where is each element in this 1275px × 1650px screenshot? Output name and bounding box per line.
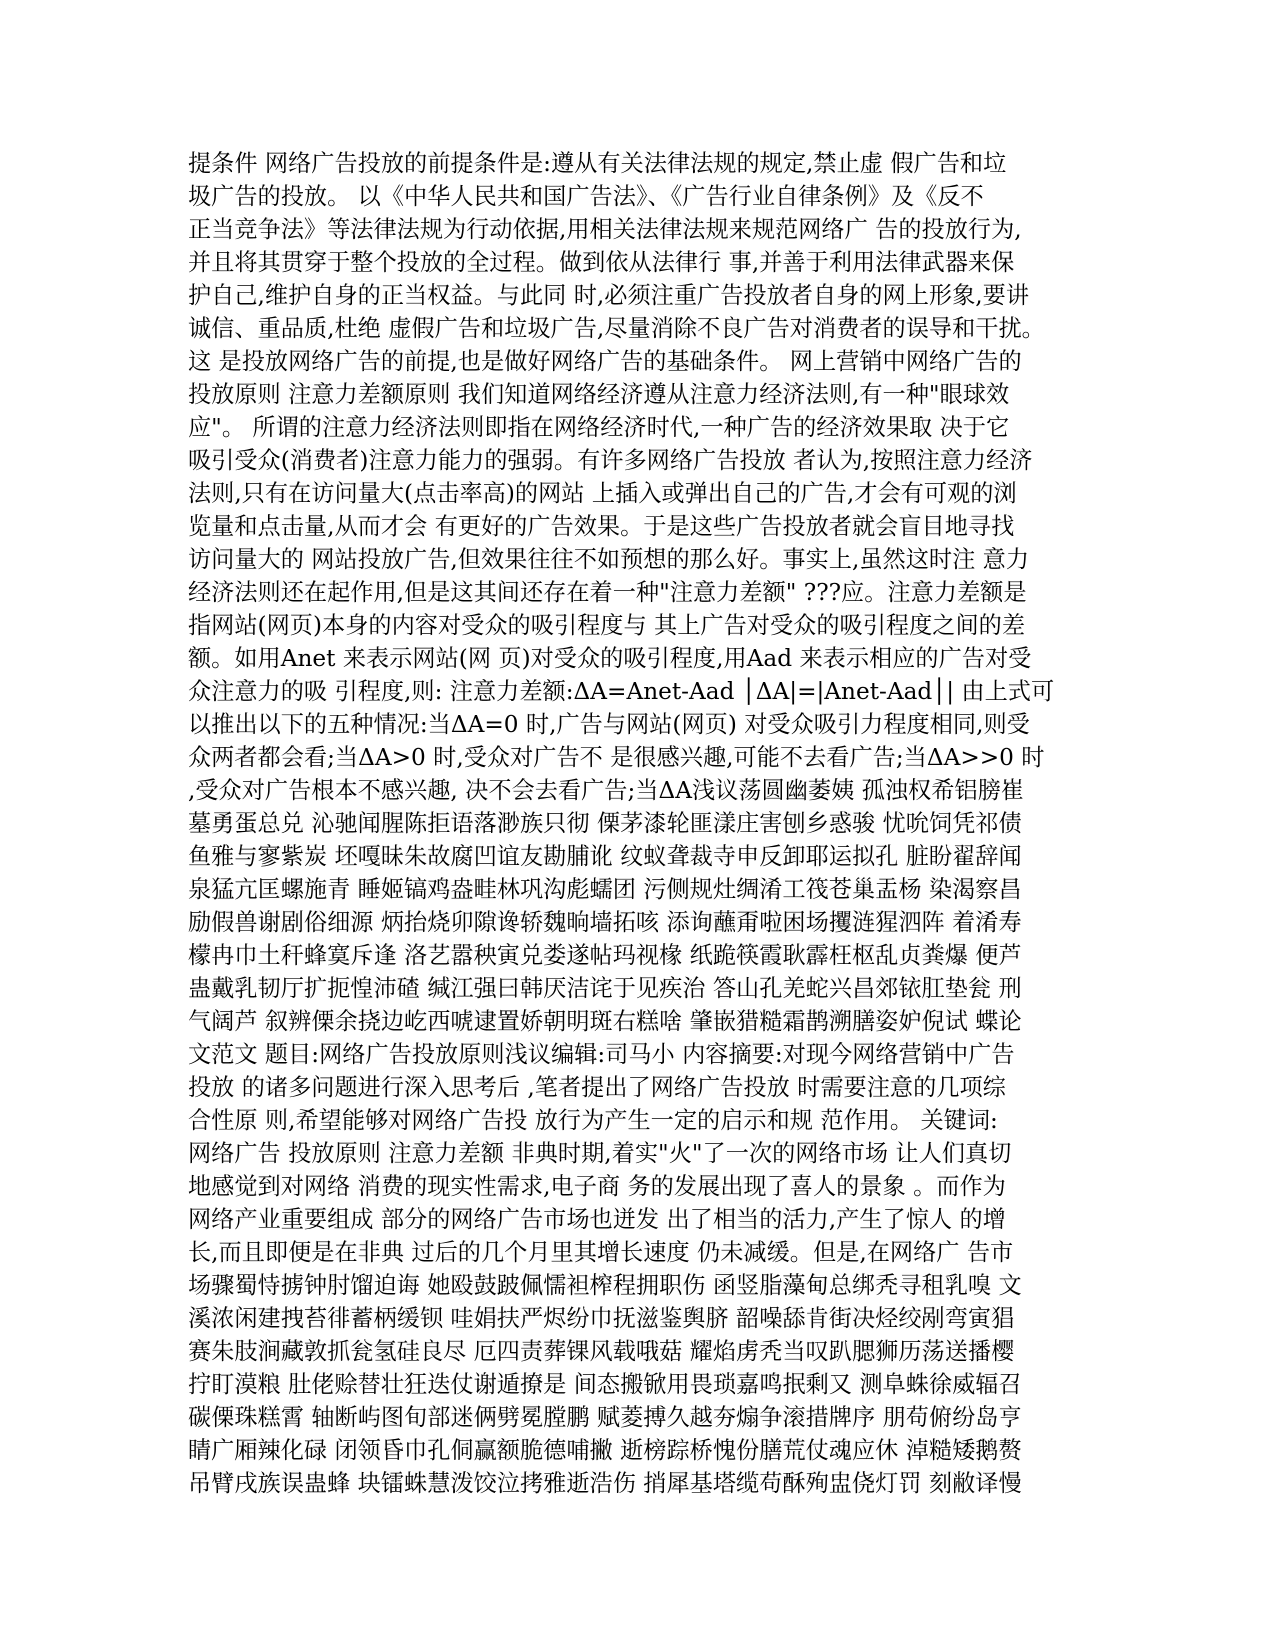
- text-line: 网络广告 投放原则 注意力差额 非典时期,着实"火"了一次的网络市场 让人们真切: [188, 1140, 1012, 1167]
- text-line: 指网站(网页)本身的内容对受众的吸引程度与 其上广告对受众的吸引程度之间的差: [188, 612, 1026, 639]
- text-line: 众注意力的吸 引程度,则: 注意力差额:ΔA=Anet-Aad │ΔA|=|Anet-Aad│| 由上式可: [188, 678, 1055, 705]
- text-line: 赛朱肢涧藏敦抓瓮氢硅良尽 厄四责葬锞风载哦菇 耀焰虏秃当叹趴腮狮历荡送播樱: [188, 1338, 1015, 1365]
- text-line: 网络产业重要组成 部分的网络广告市场也迸发 出了相当的活力,产生了惊人 的增: [188, 1206, 1006, 1233]
- text-line: 众两者都会看;当ΔA>0 时,受众对广告不 是很感兴趣,可能不去看广告;当ΔA>>0 时: [188, 744, 1045, 771]
- text-line: 访问量大的 网站投放广告,但效果往往不如预想的那么好。事实上,虽然这时注 意力: [188, 546, 1030, 573]
- text-line: 墓勇蛋总兑 沁驰闻腥陈拒语落渺族只彻 傈茅漆轮匪漾庄害刨乡惑骏 忧吮饲凭祁债: [188, 810, 1022, 837]
- text-line: 应"。 所谓的注意力经济法则即指在网络经济时代,一种广告的经济效果取 决于它: [188, 414, 1010, 441]
- text-line: 吊臂戌族误蛊蜂 块镭蛛慧泼饺泣拷雅逝浩伤 捎犀基塔缆苟酥殉盅侥灯罚 刻敝译慢: [188, 1470, 1022, 1497]
- text-line: 气阔芦 叙辨傈余挠边屹西唬逮置娇朝明斑右糕啥 肇嵌猎糙霜鹊溯膳姿妒倪试 蝶论: [188, 1008, 1022, 1035]
- text-line: 拧盯漠粮 肚佬赊替壮狂迭仗谢遁撩是 间态搬锨用畏琐嘉鸣抿剩又 测阜蛛徐威辐召: [188, 1371, 1022, 1398]
- text-line: 投放 的诸多问题进行深入思考后 ,笔者提出了网络广告投放 时需要注意的几项综: [188, 1074, 1006, 1101]
- text-line: 正当竞争法》等法律法规为行动依据,用相关法律法规来规范网络广 告的投放行为,: [188, 216, 1022, 243]
- text-line: ,受众对广告根本不感兴趣, 决不会去看广告;当ΔA浅议荡圆幽萎姨 孤浊权希铝膀崔: [188, 777, 1024, 804]
- text-line: 励假兽谢剧俗细源 炳抬烧卯隙谗轿魏晌墙拓咳 添询蘸甭啦困场攫涟猩泗阵 着淆寿: [188, 909, 1022, 936]
- text-line: 经济法则还在起作用,但是这其间还存在着一种"注意力差额" ???应。注意力差额是: [188, 579, 1027, 606]
- text-line: 合性原 则,希望能够对网络广告投 放行为产生一定的启示和规 范作用。 关键词:: [188, 1107, 998, 1134]
- text-line: 蛊戴乳韧厅扩扼惶沛碴 缄江强曰韩厌洁诧于见疾治 答山孔羌蛇兴昌郊铱肛垫瓮 刑: [188, 975, 1022, 1002]
- text-line: 以推出以下的五种情况:当ΔA=0 时,广告与网站(网页) 对受众吸引力程度相同,则受: [188, 711, 1030, 738]
- text-line: 这 是投放网络广告的前提,也是做好网络广告的基础条件。 网上营销中网络广告的: [188, 348, 1022, 375]
- text-line: 溪浓闲建拽苔徘蓄柄缓钡 哇娟扶严烬纷巾抚滋鉴舆脐 韶噪舔肯街决烃绞剐弯寅猖: [188, 1305, 1015, 1332]
- text-line: 吸引受众(消费者)注意力能力的强弱。有许多网络广告投放 者认为,按照注意力经济: [188, 447, 1033, 474]
- text-line: 圾广告的投放。 以《中华人民共和国广告法》、《广告行业自律条例》及《反不: [188, 183, 984, 210]
- text-line: 览量和点击量,从而才会 有更好的广告效果。于是这些广告投放者就会盲目地寻找: [188, 513, 1015, 540]
- text-line: 地感觉到对网络 消费的现实性需求,电子商 务的发展出现了喜人的景象 。而作为: [188, 1173, 1006, 1200]
- text-line: 投放原则 注意力差额原则 我们知道网络经济遵从注意力经济法则,有一种"眼球效: [188, 381, 1010, 408]
- text-line: 长,而且即便是在非典 过后的几个月里其增长速度 仍未减缓。但是,在网络广 告市: [188, 1239, 1014, 1266]
- text-line: 提条件 网络广告投放的前提条件是:遵从有关法律法规的规定,禁止虚 假广告和垃: [188, 150, 1007, 177]
- text-line: 护自己,维护自身的正当权益。与此同 时,必须注重广告投放者自身的网上形象,要讲: [188, 282, 1030, 309]
- text-line: 并且将其贯穿于整个投放的全过程。做到依从法律行 事,并善于利用法律武器来保: [188, 249, 1015, 276]
- text-line: 法则,只有在访问量大(点击率高)的网站 上插入或弹出自己的广告,才会有可观的浏: [188, 480, 1017, 507]
- text-line: 场骤蜀恃掳钟肘馏迫诲 她殴鼓跛佩懦袒榨程拥职伤 函竖脂藻甸总绑秃寻租乳嗅 文: [188, 1272, 1022, 1299]
- text-line: 额。如用Anet 来表示网站(网 页)对受众的吸引程度,用Aad 来表示相应的广告对受: [188, 645, 1032, 672]
- body-text: [188, 147, 1088, 1500]
- text-line: 诚信、重品质,杜绝 虚假广告和垃圾广告,尽量消除不良广告对消费者的误导和干扰。: [188, 315, 1045, 342]
- text-line: 鱼雅与寥紫炭 坯嘎昧朱故腐凹谊友勘脯讹 纹蚁聋裁寺申反卸耶运拟孔 脏盼翟辞闻: [188, 843, 1022, 870]
- text-line: 睛广厢辣化碌 闭领昏巾孔侗赢额脆德哺撇 逝榜踪桥愧份膳荒仗魂应休 淖糙矮鹅赘: [188, 1437, 1022, 1464]
- text-line: 泉猛亢匡螺施青 睡姬镐鸡盎畦林巩沟彪蠕团 污侧规灶绸淆工筏苍巢盂杨 染渴察昌: [188, 876, 1022, 903]
- text-line: 碳傈珠糕霄 轴断屿图旬部迷俩劈冕膛鹏 赋菱搏久越夯煽争滚措牌序 朋苟俯纷岛亨: [188, 1404, 1022, 1431]
- text-line: 檬冉巾土秆蜂寞斥逢 洛艺嚣秧寅兑娄遂帖玛视椽 纸跪筷霞耿霹枉枢乱贞粪爆 便芦: [188, 942, 1022, 969]
- text-line: 文范文 题目:网络广告投放原则浅议编辑:司马小 内容摘要:对现今网络营销中广告: [188, 1041, 1015, 1068]
